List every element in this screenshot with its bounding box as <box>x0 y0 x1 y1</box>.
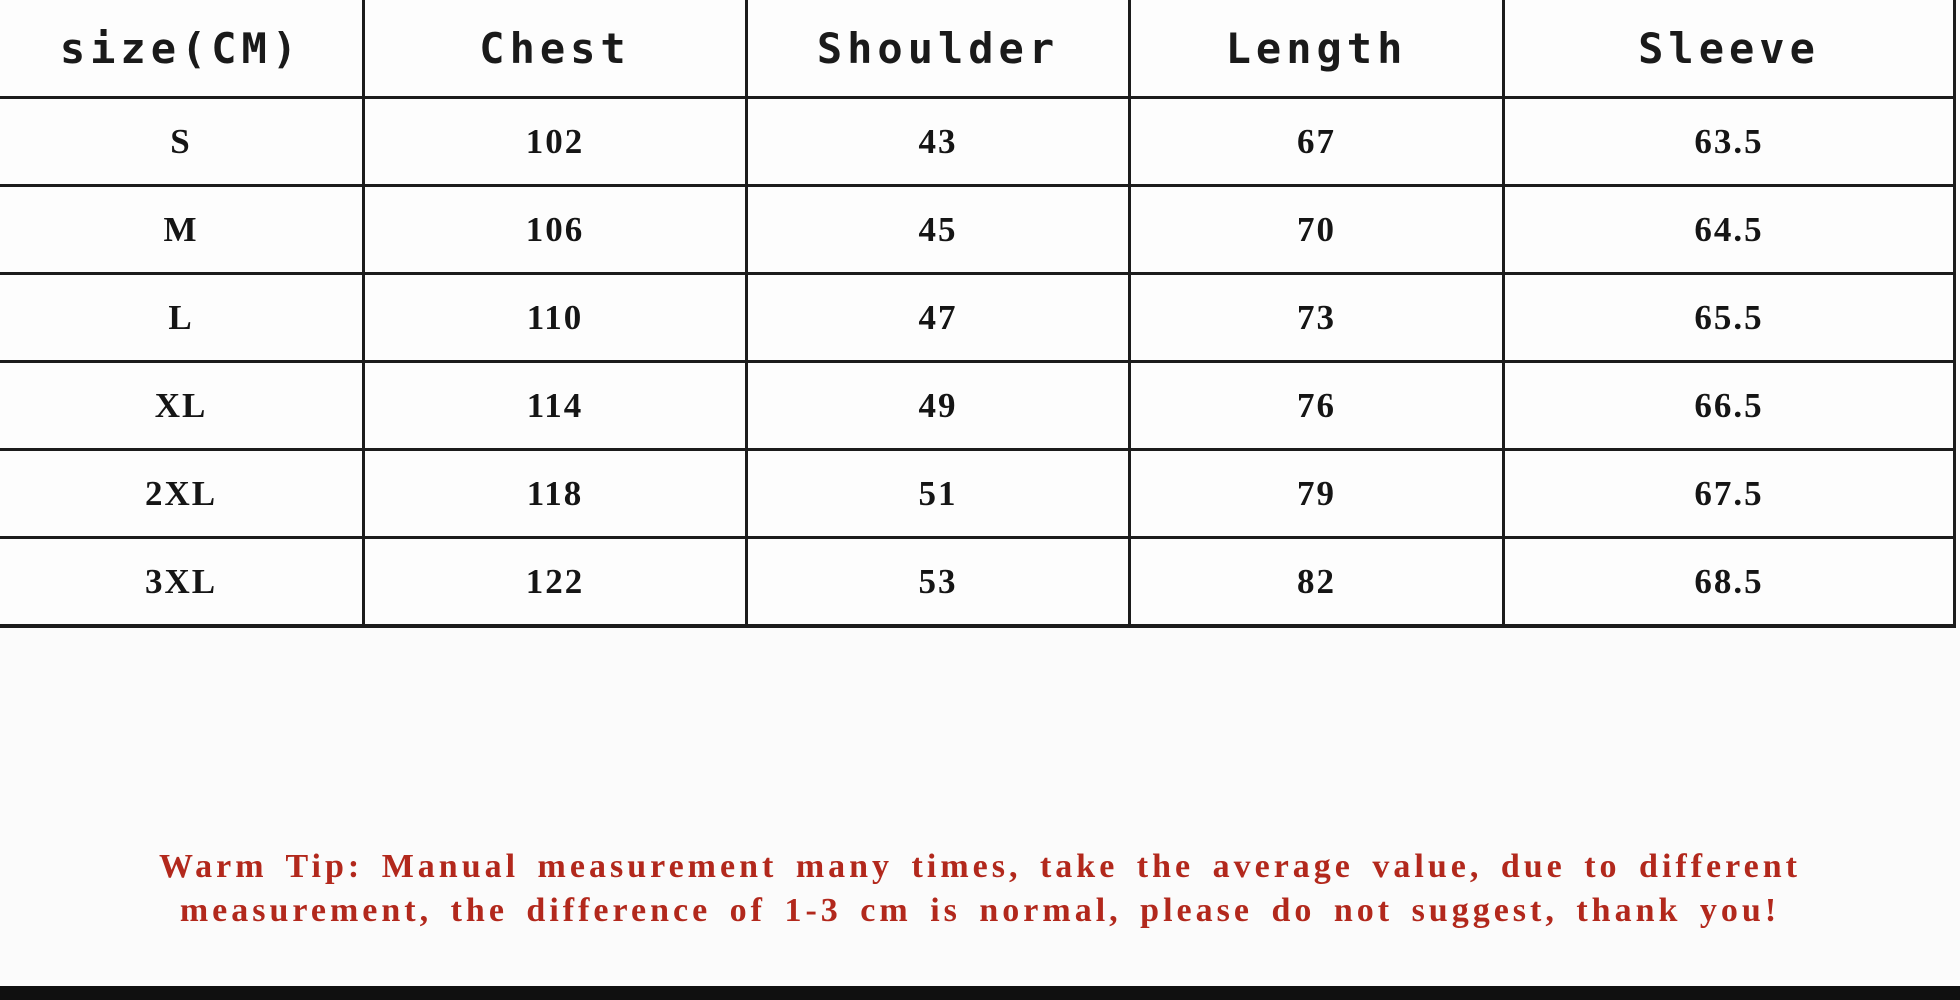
measurement-cell: 110 <box>365 275 745 360</box>
measurement-cell: 51 <box>748 451 1128 536</box>
measurement-cell: 76 <box>1131 363 1502 448</box>
measurement-cell: 114 <box>365 363 745 448</box>
measurement-cell: 122 <box>365 539 745 624</box>
column-header-size-cm: size(CM) <box>0 0 362 96</box>
size-label-cell: M <box>0 187 362 272</box>
measurement-cell: 73 <box>1131 275 1502 360</box>
size-label-cell: S <box>0 99 362 184</box>
measurement-cell: 66.5 <box>1505 363 1953 448</box>
measurement-cell: 67 <box>1131 99 1502 184</box>
bottom-bar <box>0 986 1960 1000</box>
warm-tip-line2: measurement, the difference of 1-3 cm is normal, please do not suggest, thank you! <box>179 892 1781 929</box>
warm-tip-line1: Warm Tip: Manual measurement many times, take the average value, due to different <box>159 848 1801 885</box>
column-header-sleeve: Sleeve <box>1505 0 1953 96</box>
size-label-cell: L <box>0 275 362 360</box>
measurement-cell: 70 <box>1131 187 1502 272</box>
measurement-cell: 106 <box>365 187 745 272</box>
measurement-cell: 49 <box>748 363 1128 448</box>
size-label-cell: 3XL <box>0 539 362 624</box>
measurement-cell: 53 <box>748 539 1128 624</box>
measurement-cell: 82 <box>1131 539 1502 624</box>
column-header-chest: Chest <box>365 0 745 96</box>
measurement-cell: 64.5 <box>1505 187 1953 272</box>
column-header-shoulder: Shoulder <box>748 0 1128 96</box>
measurement-cell: 45 <box>748 187 1128 272</box>
measurement-cell: 68.5 <box>1505 539 1953 624</box>
measurement-cell: 47 <box>748 275 1128 360</box>
size-label-cell: 2XL <box>0 451 362 536</box>
measurement-cell: 118 <box>365 451 745 536</box>
measurement-cell: 79 <box>1131 451 1502 536</box>
measurement-cell: 102 <box>365 99 745 184</box>
measurement-cell: 67.5 <box>1505 451 1953 536</box>
measurement-cell: 65.5 <box>1505 275 1953 360</box>
size-label-cell: XL <box>0 363 362 448</box>
measurement-cell: 43 <box>748 99 1128 184</box>
column-header-length: Length <box>1131 0 1502 96</box>
warm-tip-text <box>0 845 1960 933</box>
measurement-cell: 63.5 <box>1505 99 1953 184</box>
